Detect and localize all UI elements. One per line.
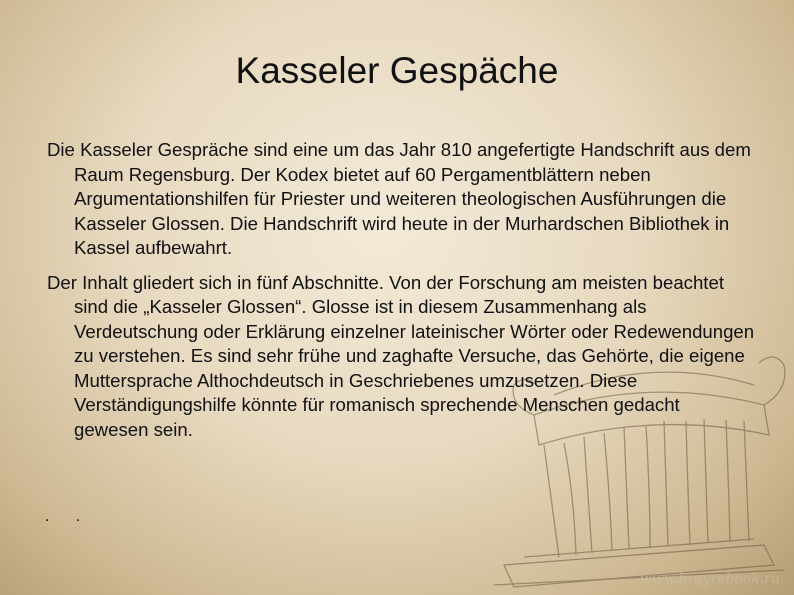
paragraph-introduction: Die Kasseler Gespräche sind eine um das Jahr 810 angefertigte Handschrift aus dem Raum Regensburg. Der Kodex bietet auf 60 Pergamentblättern neben Argumentationshilfen für Priester und weiteren theologischen Ausführungen die Kasseler Glossen. Die Handschrift wird heute in der Murhardschen Bibliothek in Kassel aufbewahrt. bbox=[47, 139, 751, 258]
bullet-marker: . bbox=[45, 508, 50, 525]
slide-body bbox=[47, 138, 759, 452]
empty-bullets bbox=[45, 508, 102, 526]
bullet-marker: . bbox=[75, 508, 81, 525]
watermark-text: www.brayrebook.ru bbox=[639, 571, 780, 587]
slide-title: Kasseler Gespäche bbox=[235, 50, 559, 91]
paragraph-content: Der Inhalt gliedert sich in fünf Abschnitte. Von der Forschung am meisten beachtet sind die „Kasseler Glossen“. Glosse ist in diesem Zusammenhang als Verdeutschung oder Erklärung einzelner lateinischer Wörter oder Redewendungen zu verstehen. Es sind sehr frühe und zaghafte Versuche, das Gehörte, die eigene Muttersprache Althochdeutsch in Geschriebenes umzusetzen. Diese Verständigungshilfe könnte für romanisch sprechende Menschen gedacht gewesen sein. bbox=[47, 271, 755, 440]
